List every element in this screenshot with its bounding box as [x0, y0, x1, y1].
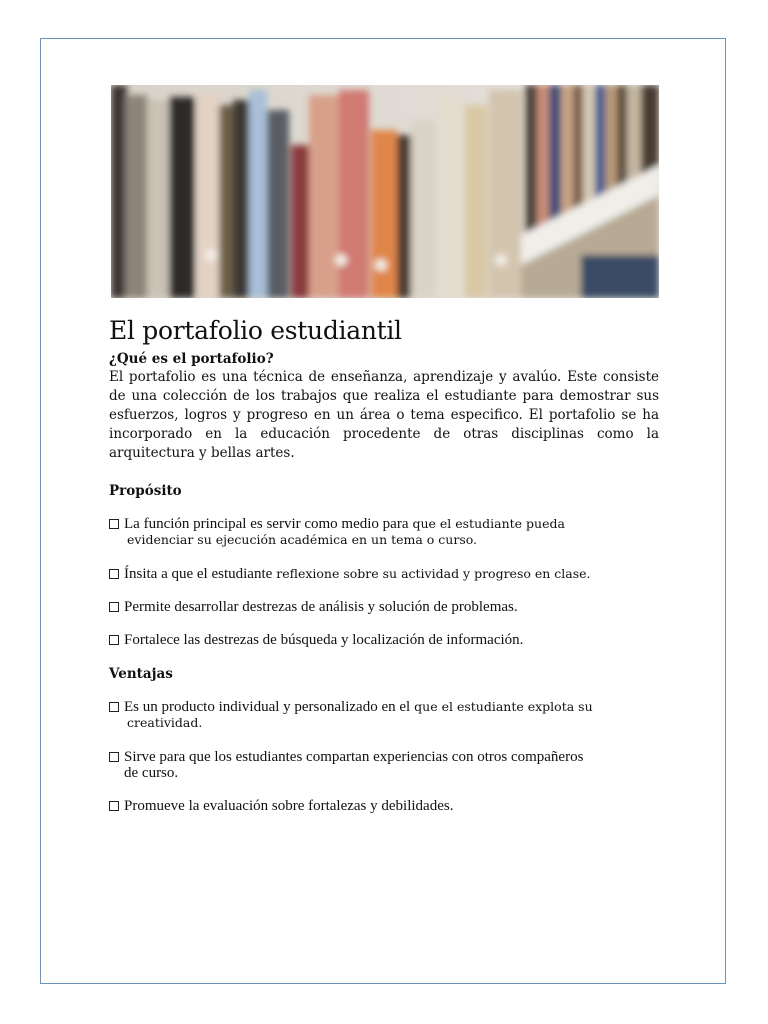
ventajas-heading: Ventajas: [109, 666, 173, 682]
library-books-photo: [111, 85, 659, 298]
document-title: El portafolio estudiantil: [109, 316, 402, 345]
list-item: Promueve la evaluación sobre fortalezas y debilidades.: [109, 798, 659, 814]
checkbox-icon: [109, 569, 119, 579]
list-item: Fortalece las destrezas de búsqueda y localización de información.: [109, 632, 659, 648]
list-item: La función principal es servir como medio para que el estudiante pueda evidenciar su ejecución académica en un tema o curso.: [109, 516, 659, 548]
list-item: Ínsita a que el estudiante reflexione sobre su actividad y progreso en clase.: [109, 566, 659, 582]
list-item: Permite desarrollar destrezas de análisis y solución de problemas.: [109, 599, 659, 615]
section-subtitle: ¿Qué es el portafolio?: [109, 351, 274, 367]
list-item: Es un producto individual y personalizado en el que el estudiante explota su creatividad.: [109, 699, 659, 731]
intro-paragraph: El portafolio es una técnica de enseñanza, aprendizaje y avalúo. Este consiste de una colección de los trabajos que realiza el estudiante para demostrar sus esfuerzos, logros y progreso en un área o tema especifico. El portafolio se ha incorporado en la educación procedente de otras disciplinas como la arquitectura y bellas artes.: [109, 369, 659, 461]
list-item: Sirve para que los estudiantes compartan experiencias con otros compañeros de curso.: [109, 749, 659, 781]
document-body: [109, 312, 659, 814]
checkbox-icon: [109, 702, 119, 712]
checkbox-icon: [109, 519, 119, 529]
checkbox-icon: [109, 635, 119, 645]
checkbox-icon: [109, 801, 119, 811]
checkbox-icon: [109, 602, 119, 612]
checkbox-icon: [109, 752, 119, 762]
proposito-heading: Propósito: [109, 483, 182, 499]
